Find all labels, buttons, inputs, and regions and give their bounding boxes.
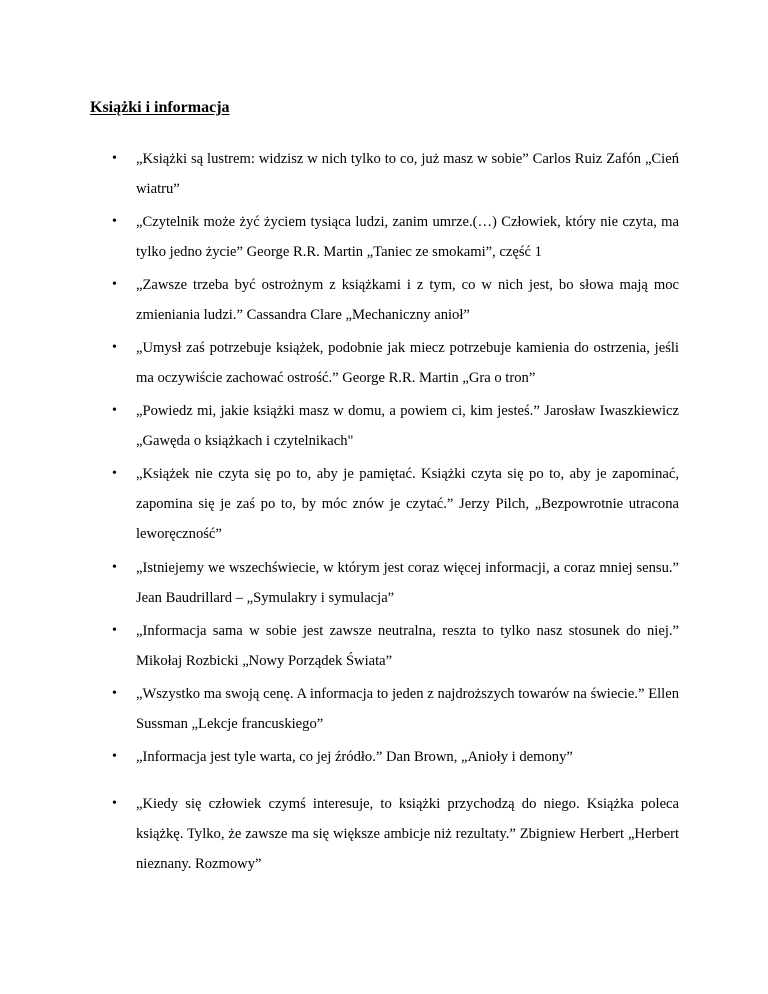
bullet-icon: • [112,214,117,229]
bullet-icon: • [112,749,117,764]
quote-text: „Książki są lustrem: widzisz w nich tylko to co, już masz w sobie” Carlos Ruiz Zafón „Cień wiatru” [136,151,679,197]
bullet-icon: • [112,403,117,418]
bullet-icon: • [112,686,117,701]
bullet-icon: • [112,340,117,355]
quote-text: „Informacja jest tyle warta, co jej źródło.” Dan Brown, „Anioły i demony” [136,749,573,765]
quote-text: „Kiedy się człowiek czymś interesuje, to książki przychodzą do niego. Książka poleca książkę. Tylko, że zawsze ma się większe ambicje niż rezultaty.” Zbigniew Herbert „Herbert nieznany. Rozmowy” [136,796,679,872]
quote-text: „Powiedz mi, jakie książki masz w domu, a powiem ci, kim jesteś.” Jarosław Iwaszkiewicz „Gawęda o książkach i czytelnikach" [136,403,679,449]
bullet-icon: • [112,466,117,481]
quote-text: „Czytelnik może żyć życiem tysiąca ludzi, zanim umrze.(…) Człowiek, który nie czyta, ma tylko jedno życie” George R.R. Martin „Taniec ze smokami”, część 1 [136,214,679,260]
bullet-icon: • [112,277,117,292]
quote-text: „Zawsze trzeba być ostrożnym z książkami i z tym, co w nich jest, bo słowa mają moc zmieniania ludzi.” Cassandra Clare „Mechaniczny anioł” [136,277,679,323]
bullet-icon: • [112,796,117,811]
bullet-icon: • [112,560,117,575]
bullet-icon: • [112,623,117,638]
quote-text: „Książek nie czyta się po to, aby je pamiętać. Książki czyta się po to, aby je zapominać, zapomina się je zaś po to, by móc znów je czytać.” Jerzy Pilch, „Bezpowrotnie utracona leworęczność” [136,466,679,542]
quote-text: „Wszystko ma swoją cenę. A informacja to jeden z najdroższych towarów na świecie.” Ellen Sussman „Lekcje francuskiego” [136,686,679,732]
quote-text: „Umysł zaś potrzebuje książek, podobnie jak miecz potrzebuje kamienia do ostrzenia, jeśli ma oczywiście zachować ostrość.” George R.R. Martin „Gra o tron” [136,340,679,386]
quote-text: „Istniejemy we wszechświecie, w którym jest coraz więcej informacji, a coraz mniej sensu.” Jean Baudrillard – „Symulakry i symulacja” [136,560,679,606]
bullet-icon: • [112,151,117,166]
quote-text: „Informacja sama w sobie jest zawsze neutralna, reszta to tylko nasz stosunek do niej.” Mikołaj Rozbicki „Nowy Porządek Świata” [136,623,679,669]
document-title: Książki i informacja [90,99,230,116]
